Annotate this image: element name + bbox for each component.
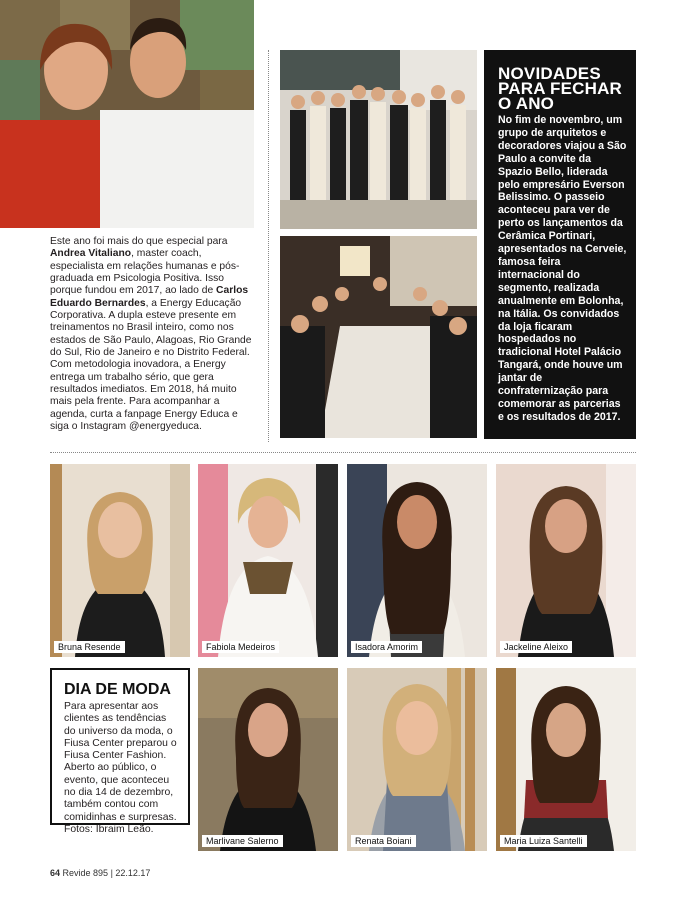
novidades-text-part1: No fim de novembro, um (498, 114, 623, 126)
novidades-title-line2: PARA FECHAR (498, 79, 623, 98)
caption-maria-luiza-santelli: Maria Luiza Santelli (500, 835, 587, 847)
novidades-text (484, 111, 636, 424)
dia-de-moda-text: Para apresentar aos clientes as tendências do universo da moda, o Fiusa Center preparou o Fiusa Center Fashion. Aberto ao público, o evento, que aconteceu no dia 14 de dezembro, também contou com comidinhas e surpresas. Fotos: Ibraim Leão. (64, 701, 177, 835)
name-carlos: Carlos Eduardo Bernardes (50, 285, 249, 309)
portrait-marlivane-salerno (198, 668, 338, 851)
portrait-bruna-resende (50, 464, 190, 657)
novidades-text-part2: viajou a São Paulo a convite da Spazio Bello, liderada pelo empresário Everson Belissimo. O passeio aconteceu para ver de perto os lançamentos da Cerâmica Portinari, apresentados na Cerveie, famosa feira internacional do segmento, realizada anualmente em Bolonha, na Itália. Os convidados da loja ficaram hospedados no tradicional Hotel Palácio Tangará, onde houve um jantar de confraternização para comemorar as parcerias e os resultados de 2017. (498, 139, 627, 423)
portrait-fabiola-medeiros (198, 464, 338, 657)
novidades-highlight: grupo de arquitetos e decoradores (498, 126, 607, 152)
portrait-jackeline-aleixo (496, 464, 636, 657)
caption-bruna-resende: Bruna Resende (54, 641, 125, 653)
novidades-title-line3: O ANO (498, 94, 555, 113)
section-divider (50, 452, 636, 453)
top-story-mid: , master coach, especialista em relações humanas e pós-graduada em Psicologia Positiva. Isso porque fundou em 2017, ao lado de (50, 248, 240, 297)
top-story-rest: , a Energy Educação Corporativa. A dupla esteve presente em treinamentos no Brasil inteiro, como nos estados de São Paulo, Alagoas, Rio Grande do Sul, Rio de Janeiro e no Distrito Federal. Com metodologia inovadora, a Energy entrega um trabalho sério, que gera resultados imediatos. Em 2018, há muito mais pela frente. Para acompanhar a agenda, curta a fanpage Energy Educa e siga o Instagram @energyeduca. (50, 297, 252, 433)
portrait-maria-luiza-santelli (496, 668, 636, 851)
photo-andrea-carlos (0, 0, 254, 228)
dia-de-moda-box (50, 668, 190, 835)
top-story-text (50, 236, 256, 434)
caption-marlivane-salerno: Marlivane Salerno (202, 835, 283, 847)
portrait-renata-boiani (347, 668, 487, 851)
name-andrea: Andrea Vitaliano (50, 248, 132, 260)
page-number: 64 (50, 868, 61, 878)
novidades-title (484, 50, 636, 111)
photo-group-architects (280, 50, 477, 229)
novidades-title-line1: NOVIDADES (498, 64, 601, 83)
caption-jackeline-aleixo: Jackeline Aleixo (500, 641, 572, 653)
page-footer (50, 868, 150, 878)
novidades-box (484, 50, 636, 439)
caption-isadora-amorim: Isadora Amorim (351, 641, 422, 653)
issue-info: Revide 895 | 22.12.17 (62, 868, 151, 878)
portrait-isadora-amorim (347, 464, 487, 657)
caption-renata-boiani: Renata Boiani (351, 835, 416, 847)
photo-group-dinner (280, 236, 477, 438)
caption-fabiola-medeiros: Fabiola Medeiros (202, 641, 279, 653)
column-divider (268, 50, 269, 442)
dia-de-moda-title: DIA DE MODA (64, 681, 171, 698)
top-story-lead: Este ano foi mais do que especial para (50, 236, 228, 247)
